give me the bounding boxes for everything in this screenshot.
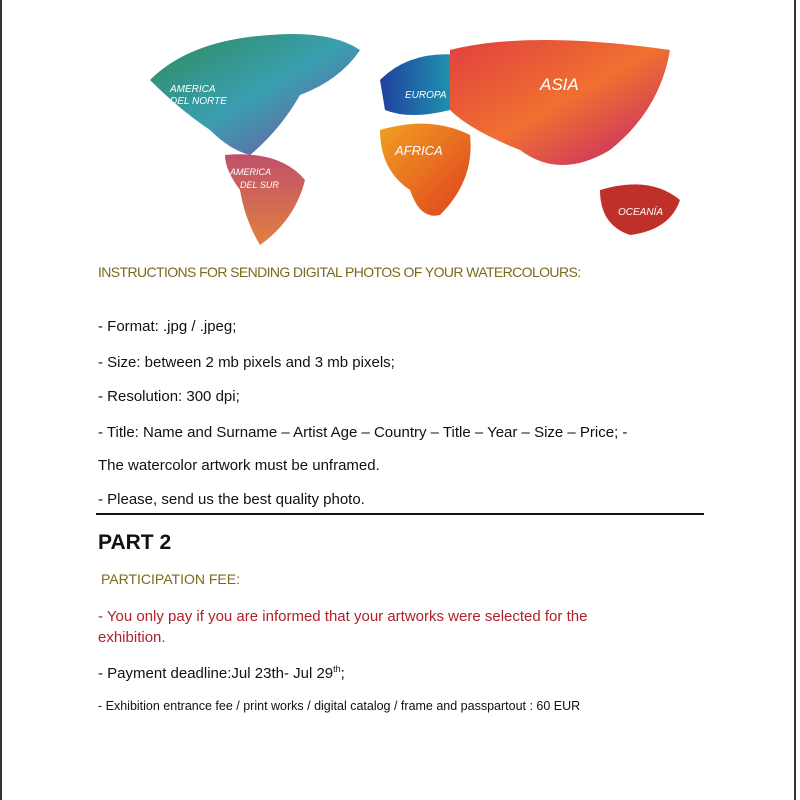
left-border — [0, 0, 2, 800]
svg-text:DEL SUR: DEL SUR — [240, 180, 279, 190]
asia-shape — [450, 40, 670, 165]
svg-text:AFRICA: AFRICA — [395, 143, 443, 158]
entrance-fee-line: - Exhibition entrance fee / print works / digital catalog / frame and passpartout : 60 EUR — [98, 699, 581, 713]
svg-text:AMERICA: AMERICA — [230, 167, 272, 177]
watercolor-world-map — [130, 20, 700, 250]
section-divider — [96, 513, 704, 515]
deadline-text: - Payment deadline:Jul 23th- Jul 29 — [98, 665, 334, 682]
part2-title: PART 2 — [98, 531, 172, 554]
svg-text:DEL NORTE: DEL NORTE — [170, 96, 227, 107]
svg-text:ASIA: ASIA — [540, 75, 579, 94]
selection-notice-line2: exhibition. — [98, 629, 166, 646]
unframed-item: The watercolor artwork must be unframed. — [98, 457, 380, 474]
participation-fee-heading: PARTICIPATION FEE: — [101, 571, 240, 587]
deadline-end: ; — [340, 665, 345, 682]
payment-deadline — [98, 664, 345, 682]
svg-text:OCEANÍA: OCEANÍA — [618, 207, 664, 218]
resolution-item: - Resolution: 300 dpi; — [98, 388, 240, 405]
africa-shape — [380, 124, 471, 216]
deadline-sup: th — [333, 664, 341, 674]
format-item: - Format: .jpg / .jpeg; — [98, 318, 237, 335]
title-item: - Title: Name and Surname – Artist Age – Country – Title – Year – Size – Price; - — [98, 424, 628, 441]
quality-item: - Please, send us the best quality photo. — [98, 491, 365, 508]
svg-text:EUROPA: EUROPA — [405, 90, 447, 101]
size-item: - Size: between 2 mb pixels and 3 mb pixels; — [98, 354, 395, 371]
right-border — [794, 0, 796, 800]
selection-notice-line1: - You only pay if you are informed that your artworks were selected for the — [98, 608, 588, 625]
instructions-heading: INSTRUCTIONS FOR SENDING DIGITAL PHOTOS OF YOUR WATERCOLOURS: — [98, 264, 581, 280]
svg-text:AMERICA: AMERICA — [170, 84, 216, 95]
